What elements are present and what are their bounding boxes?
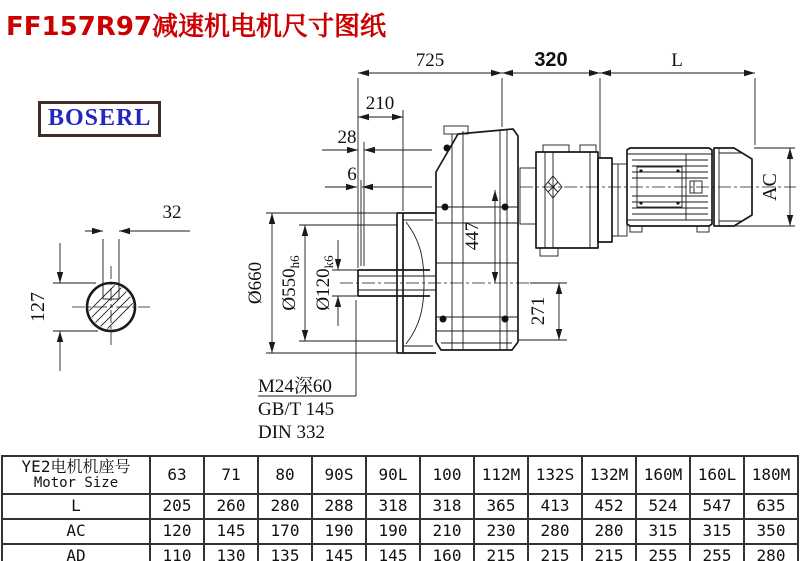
note-gbt: GB/T 145 [258,399,335,420]
table-col-header: 180M [744,456,798,494]
table-cell: 255 [636,544,690,561]
table-cell: 635 [744,494,798,519]
table-cell: 452 [582,494,636,519]
dim-660-label: Ø660 [245,261,266,305]
motor [520,148,796,232]
table-col-header: 160M [636,456,690,494]
table-cell: 190 [366,519,420,544]
vertical-dimensions [462,148,795,340]
technical-drawing [0,45,800,451]
table-cell: 215 [582,544,636,561]
table-col-header: 63 [150,456,204,494]
table-cell: 413 [528,494,582,519]
table-cell: 230 [474,519,528,544]
table-cell: 145 [312,544,366,561]
table-cell: 215 [528,544,582,561]
input-gearbox [520,145,627,256]
table-header-row [2,456,798,494]
table-cell: 280 [258,494,312,519]
table-row-AC [2,519,798,544]
table-cell: 318 [420,494,474,519]
table-col-header: 132S [528,456,582,494]
table-cell: 120 [150,519,204,544]
table-cell: 547 [690,494,744,519]
dim-6-label: 6 [347,164,357,185]
dim-120-tolerance: k6 [321,255,336,269]
table-cell: 280 [582,519,636,544]
dim-AC-label: AC [759,173,781,201]
row-label: AC [2,519,150,544]
dim-550-value: Ø550 [279,268,300,311]
dim-550-label [279,255,302,311]
dim-120-value: Ø120 [313,268,334,311]
table-cell: 170 [258,519,312,544]
dim-127-label: 127 [27,292,49,322]
table-cell: 318 [366,494,420,519]
table-cell: 190 [312,519,366,544]
table-cell: 315 [636,519,690,544]
table-cell: 280 [528,519,582,544]
table-col-header: 90S [312,456,366,494]
boserl-logo-text: BOSERL [48,105,152,131]
shaft-section-view [27,202,190,371]
table-col-header: 100 [420,456,474,494]
table-header-motor-size [2,456,150,494]
dim-L-label: L [671,50,683,71]
table-cell: 524 [636,494,690,519]
note-thread: M24深60 [258,376,332,397]
table-cell: 160 [420,544,474,561]
table-cell: 145 [204,519,258,544]
dim-725-label: 725 [415,50,445,71]
table-cell: 205 [150,494,204,519]
table-cell: 350 [744,519,798,544]
output-shaft [340,270,530,296]
table-col-header: 80 [258,456,312,494]
table-row-L [2,494,798,519]
table-cell: 288 [312,494,366,519]
dim-28-label: 28 [337,127,357,148]
dim-271-label: 271 [528,296,549,326]
motor-size-table [1,455,799,561]
table-cell: 210 [420,519,474,544]
table-col-header: 71 [204,456,258,494]
table-cell: 365 [474,494,528,519]
dim-550-tolerance: h6 [287,255,302,269]
table-header-en: Motor Size [33,475,119,492]
table-cell: 110 [150,544,204,561]
thread-note [258,300,356,443]
table-header-cn: YE2电机机座号 [21,457,131,477]
table-cell: 260 [204,494,258,519]
page-title: FF157R97减速机电机尺寸图纸 [6,12,386,42]
row-label: L [2,494,150,519]
dim-210-label: 210 [365,93,395,114]
table-cell: 255 [690,544,744,561]
dim-120-label [313,255,336,311]
dim-320-label: 320 [534,49,568,71]
table-cell: 145 [366,544,420,561]
table-cell: 215 [474,544,528,561]
row-label: AD [2,544,150,561]
note-din: DIN 332 [258,422,326,443]
table-col-header: 160L [690,456,744,494]
table-cell: 280 [744,544,798,561]
table-cell: 135 [258,544,312,561]
table-col-header: 90L [366,456,420,494]
table-cell: 130 [204,544,258,561]
table-col-header: 112M [474,456,528,494]
table-row-AD [2,544,798,561]
dim-447-label: 447 [462,221,483,251]
dim-32-label: 32 [162,202,182,223]
top-dimension-chain [322,49,755,268]
table-cell: 315 [690,519,744,544]
table-col-header: 132M [582,456,636,494]
